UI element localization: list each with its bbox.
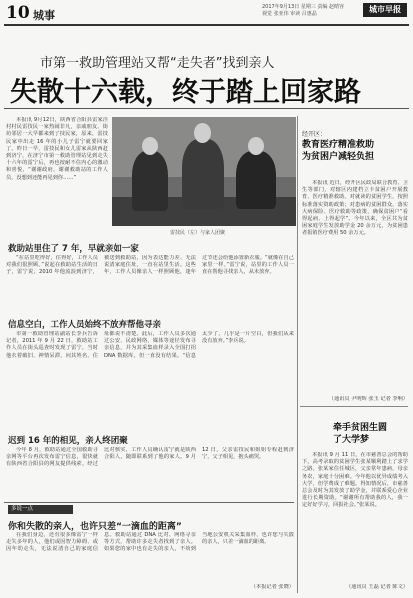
sidebar-credit-2: （通讯员 王磊 记者 陈文） — [345, 584, 408, 590]
section-heading-1: 救助站里住了 7 年，早就亲如一家 — [8, 244, 139, 254]
sidebar-text: 本报讯 近日，经开区民政局联合教育、卫生等部门，对辖区内建档立卡贫困户开展教育、医疗精准救助。对就读的贫困学生，按照标准落实资助政策；对患病的贫困群众，落实大病保险、医疗救助等政策，确保贫困户“看得起病、上得起学”。今年以来，全区共为贫困家庭学生发放助学金 20 余万元，为贫困患者报销医疗费用 50 余万元。 — [302, 180, 408, 237]
sidebar-title-2: 牵手贫困生圆了大学梦 — [333, 423, 388, 445]
news-photo — [112, 117, 296, 226]
page-number: 10 — [6, 3, 30, 23]
comment-box-title: 你和失散的亲人，也许只差“一滴血的距离” — [8, 522, 182, 532]
newspaper-logo: 城市早报 — [363, 3, 407, 17]
header-meta-line2: 视觉 张亚伟 审读 吕惠晶 — [262, 11, 317, 17]
section-heading-2: 信息空白，工作人员始终不放弃帮他寻亲 — [8, 320, 162, 330]
sidebar-text-2: 本报讯 9 月 11 日，在市慈善总会的帮助下，高考录取的贫困学生张某顺利踏上了求学之路。张某家住任城区，父亲常年患病，母亲务农，家庭十分困难。今年他以优异成绩考入大学，但学费成了难题。得知情况后，市慈善总会及时为其发放了助学金，并联系爱心企业进行长期资助。“谢谢所有帮助我的人，我一定好好学习，回报社会。”张某说。 — [302, 452, 408, 509]
headline-divider — [4, 108, 409, 109]
headline-title: 失散十六载，终于踏上回家路 — [10, 77, 361, 108]
header-meta — [262, 4, 344, 18]
comment-box-text: 在我们身边，还有很多像雷宁一样走失多年的人，他们或因智力障碍、或因年幼走失，无法说清自己的家庭信息。救助站通过 DNA 比对、网络寻亲等方式，帮助许多走失者找到了亲人。如果您的家中也有走失的亲人，不妨到当地公安机关采集血样，也许您与失散的亲人，只差一滴血的距离。 — [6, 532, 294, 553]
lead-article-text — [6, 117, 108, 237]
headline-subtitle: 市第一救助管理站又帮“走失者”找到亲人 — [40, 56, 275, 71]
sidebar-separator — [300, 406, 408, 407]
sidebar-credit: （通讯员 尹明辉 张玉 记者 李响） — [328, 396, 408, 402]
section-name: 城事 — [33, 9, 55, 22]
section-text-3: 今年 8 月，救助站通过全国救助寻亲网等平台再次发布雷宁信息，很快就有陕西省合阳县的网友提供线索。经过比对核实，工作人员确认雷宁就是陕西合阳人，随即联系到了他的家人。9 月 12 日，父亲雷技民和姐姐专程赶到济宁，父子相见，抱头痛哭。 — [6, 447, 294, 468]
lead-paragraph: 本报讯 9月12日，陕西省合阳县雷家洼村村民雷技民一家热闹非凡，亲戚朋友、街坊邻居一大早都来到了技民家，原来，雷技民家中出走 16 年的小儿子雷宁就要回家了。昨日一早，雷技民和女儿雷家从陕西赶到济宁，在济宁市第一救助管理站见到走失十六年的雷宁后，再也按耐不住内心的激动和喜悦，“谢谢政府，谢谢救助站的工作人员，没想到还能再见到你……” — [6, 117, 108, 181]
section-heading-3: 迟到 16 年的相见，亲人终团聚 — [8, 436, 128, 446]
section-text-2: 市第一救助管理站副站长李兵告诉记者，2011 年 9 月 22 日，救助站工作人员在街头巡查时发现了雷宁，当时他衣着破旧、神情呆滞，问其姓名、住址都说不清楚。此后，工作人员多次通过公安、民政网络、媒体等途径发布寻亲信息，并为其采集血样录入全国打拐 DNA 数据库，但一直没有结果。“信息太少了，几乎是一片空白，但我们从来没有放弃。”李兵说。 — [6, 331, 294, 359]
sidebar-title: 教育医疗精准救助为贫困户减轻负担 — [302, 140, 375, 162]
header-divider — [4, 24, 409, 26]
sidebar-label: 经开区： — [302, 131, 327, 138]
section-text-1: “在站里吃得好，住得好，工作人员对我们很照顾。”说起在救助站生活的日子，雷宁说，2010 年他流浪到济宁，被送到救助站，因为表达能力差、无法说清家庭住址，一直在站里生活。这些年，工作人员像亲人一样照顾他，逢年过节还会给他添置新衣服。“就像在自己家里一样。”雷宁说，站里的工作人员一直在帮他寻找亲人，从未放弃。 — [6, 255, 294, 276]
comment-box-tag: 多说一点 — [8, 505, 73, 514]
header-meta-line1: 2017年9月13日 星期三 责编 赵晴容 — [262, 4, 345, 10]
photo-caption: 雷技民（左）与家人团聚 — [170, 230, 226, 236]
sidebar-divider — [297, 116, 298, 593]
comment-box-credit: （本报记者 张晓） — [250, 584, 294, 590]
